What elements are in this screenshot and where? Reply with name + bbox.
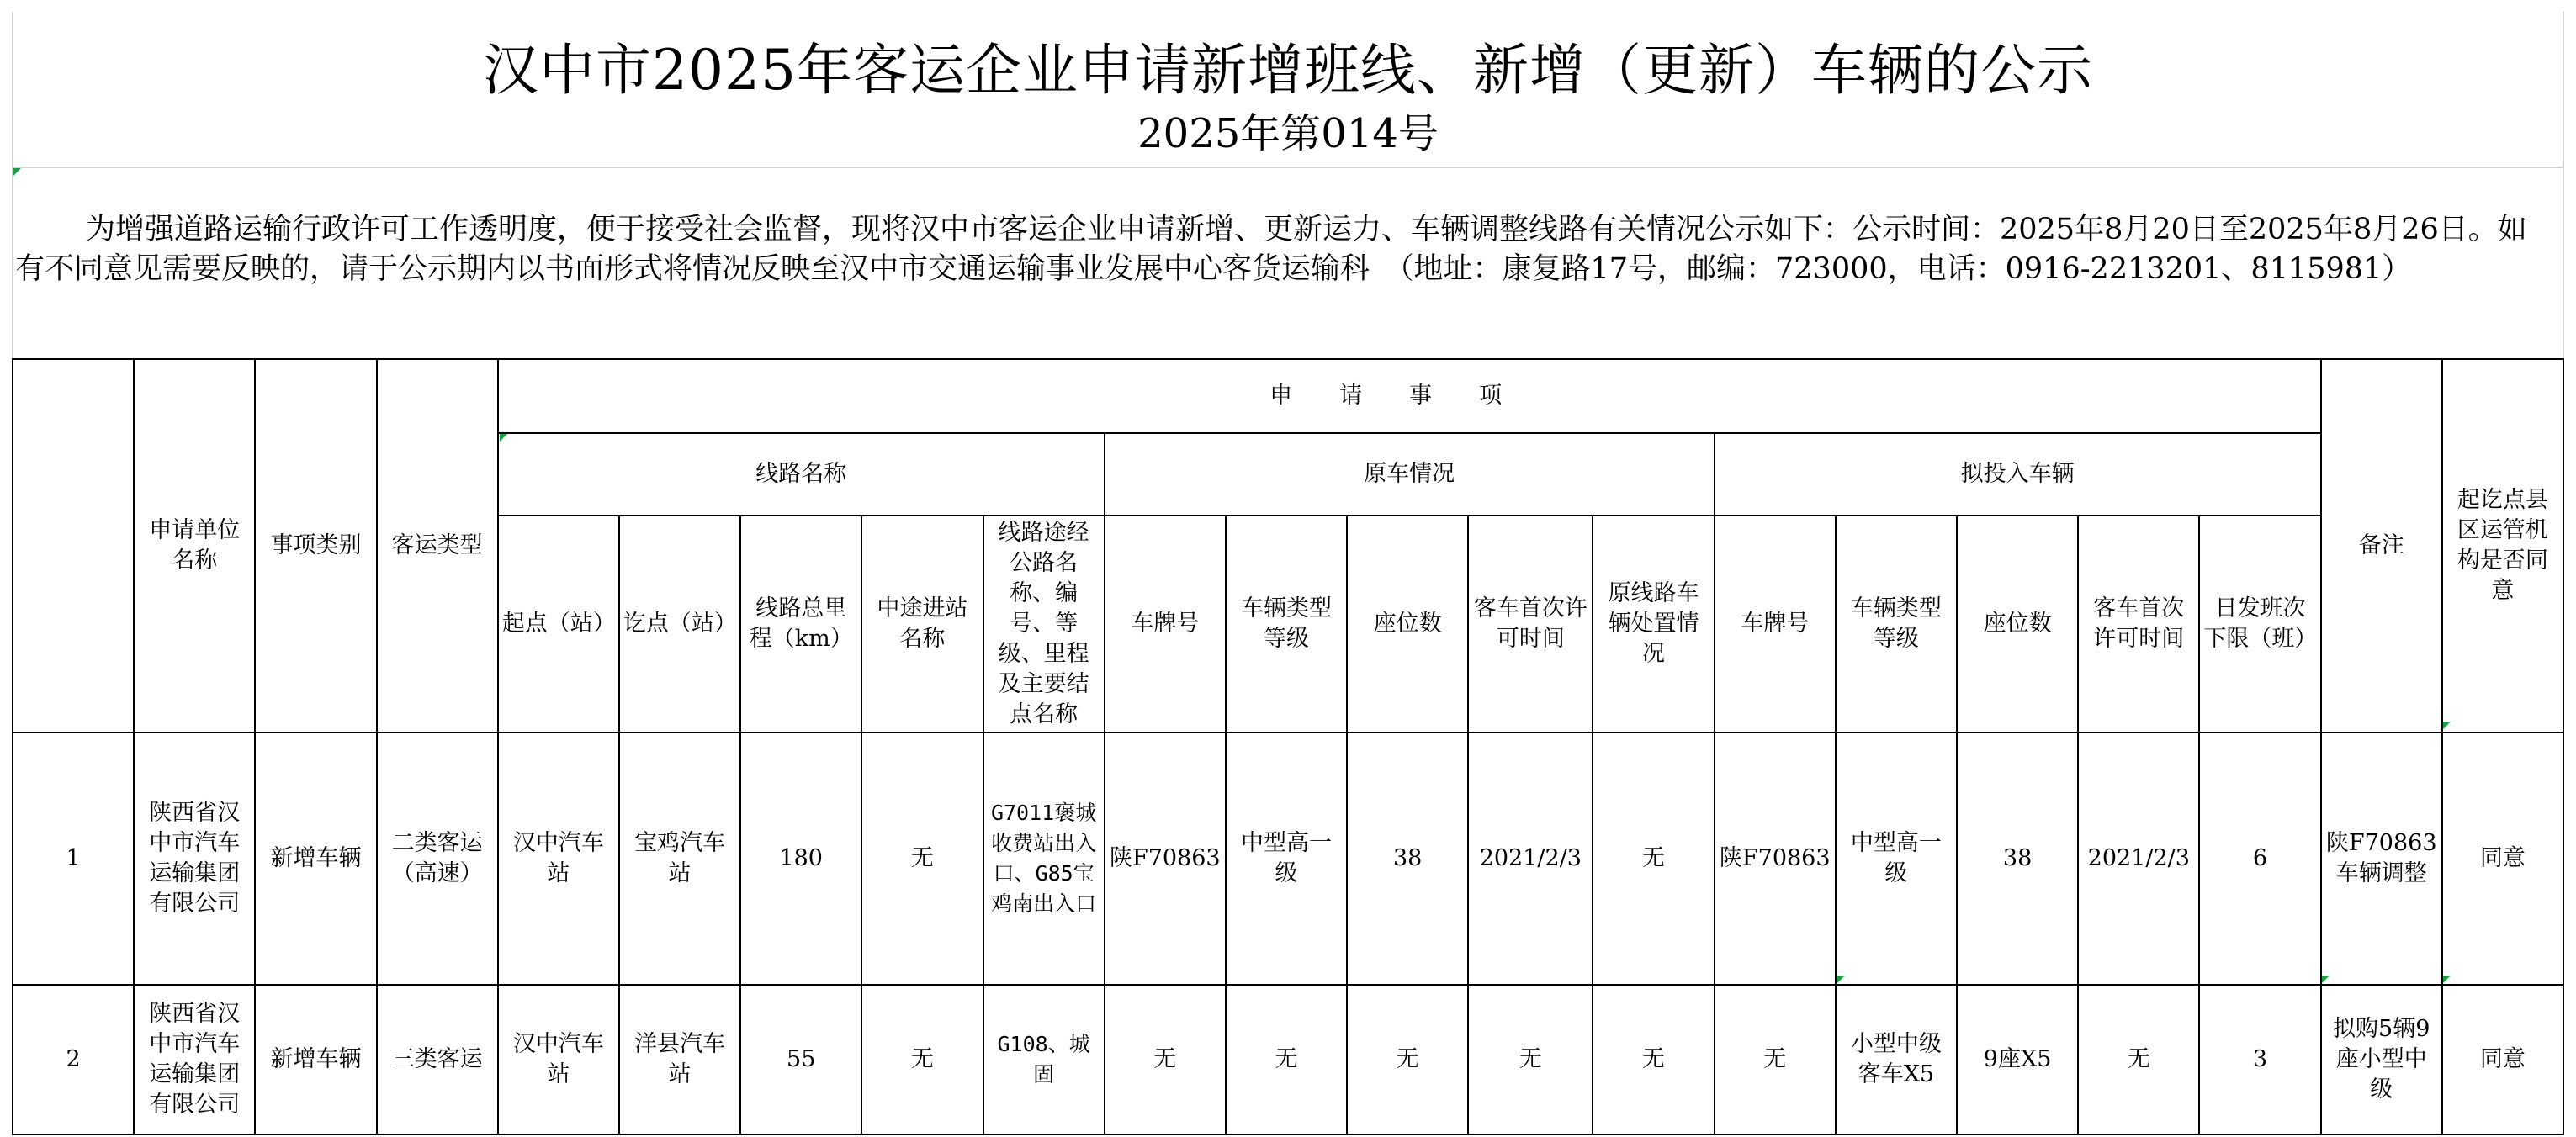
cell-origin: 汉中汽车站 xyxy=(498,732,619,985)
header-orig-plate: 车牌号 xyxy=(1105,516,1226,732)
cell-midway-stops: 无 xyxy=(861,985,983,1134)
header-origin: 起点（站） xyxy=(498,516,619,732)
cell-applicant: 陕西省汉中市汽车运输集团有限公司 xyxy=(134,732,255,985)
header-new-seats: 座位数 xyxy=(1957,516,2078,732)
cell-comment-marker xyxy=(2443,976,2451,983)
cell-item-type: 新增车辆 xyxy=(255,732,376,985)
header-row-1 xyxy=(13,359,2563,433)
cell-route-km: 55 xyxy=(740,985,861,1134)
cell-new-first-permit: 2021/2/3 xyxy=(2078,732,2199,985)
header-new-first-permit: 客车首次许可时间 xyxy=(2078,516,2199,732)
header-application-items: 申请事项 xyxy=(498,359,2321,433)
header-county-agree: 起讫点县区运管机构是否同意 xyxy=(2442,359,2563,732)
header-daily-trips: 日发班次下限（班） xyxy=(2199,516,2320,732)
cell-county-agree: 同意 xyxy=(2442,732,2563,985)
header-destination: 讫点（站） xyxy=(619,516,740,732)
header-route-km: 线路总里程（km） xyxy=(740,516,861,732)
cell-origin: 汉中汽车站 xyxy=(498,985,619,1134)
header-item-type: 事项类别 xyxy=(255,359,376,732)
header-route-detail: 线路途经公路名称、编号、等级、里程及主要结点名称 xyxy=(983,516,1105,732)
header-remarks: 备注 xyxy=(2321,359,2442,732)
cell-transport-type: 二类客运（高速） xyxy=(377,732,498,985)
table-row xyxy=(13,985,2563,1134)
cell-item-type: 新增车辆 xyxy=(255,985,376,1134)
cell-new-first-permit: 无 xyxy=(2078,985,2199,1134)
cell-comment-marker xyxy=(500,434,507,442)
header-new-vehicle: 拟投入车辆 xyxy=(1715,433,2321,516)
application-table xyxy=(12,358,2564,1135)
header-orig-seats: 座位数 xyxy=(1347,516,1468,732)
table-row xyxy=(13,732,2563,985)
cell-new-seats: 9座X5 xyxy=(1957,985,2078,1134)
cell-comment-marker xyxy=(1837,976,1845,983)
cell-comment-marker xyxy=(2322,976,2330,983)
header-orig-first-permit: 客车首次许可时间 xyxy=(1468,516,1593,732)
cell-midway-stops: 无 xyxy=(861,732,983,985)
cell-orig-vehicle-grade: 无 xyxy=(1226,985,1347,1134)
header-applicant: 申请单位名称 xyxy=(134,359,255,732)
page-title: 汉中市2025年客运企业申请新增班线、新增（更新）车辆的公示 xyxy=(483,38,2093,103)
cell-new-vehicle-grade: 小型中级客车X5 xyxy=(1836,985,1957,1134)
issue-number: 2025年第014号 xyxy=(1137,110,1439,157)
cell-new-plate: 陕F70863 xyxy=(1715,732,1836,985)
cell-route-detail: G108、城固 xyxy=(983,985,1105,1134)
cell-orig-seats: 无 xyxy=(1347,985,1468,1134)
cell-orig-seats: 38 xyxy=(1347,732,1468,985)
cell-route-km: 180 xyxy=(740,732,861,985)
cell-no: 1 xyxy=(13,732,134,985)
cell-county-agree: 同意 xyxy=(2442,985,2563,1134)
cell-new-seats: 38 xyxy=(1957,732,2078,985)
cell-route-detail: G7011褒城收费站出入口、G85宝鸡南出入口 xyxy=(983,732,1105,985)
header-orig-disposal: 原线路车辆处置情况 xyxy=(1593,516,1714,732)
cell-applicant: 陕西省汉中市汽车运输集团有限公司 xyxy=(134,985,255,1134)
cell-remarks: 拟购5辆9座小型中级 xyxy=(2321,985,2442,1134)
header-orig-vehicle-grade: 车辆类型等级 xyxy=(1226,516,1347,732)
cell-comment-marker xyxy=(13,168,21,176)
cell-new-plate: 无 xyxy=(1715,985,1836,1134)
cell-new-vehicle-grade: 中型高一级 xyxy=(1836,732,1957,985)
cell-comment-marker xyxy=(2443,722,2451,729)
cell-transport-type: 三类客运 xyxy=(377,985,498,1134)
header-route-name: 线路名称 xyxy=(498,433,1105,516)
cell-destination: 宝鸡汽车站 xyxy=(619,732,740,985)
cell-orig-plate: 陕F70863 xyxy=(1105,732,1226,985)
cell-orig-first-permit: 无 xyxy=(1468,985,1593,1134)
header-original-vehicle: 原车情况 xyxy=(1105,433,1715,516)
header-no xyxy=(13,359,134,732)
cell-orig-plate: 无 xyxy=(1105,985,1226,1134)
cell-orig-first-permit: 2021/2/3 xyxy=(1468,732,1593,985)
cell-remarks: 陕F70863车辆调整 xyxy=(2321,732,2442,985)
cell-no: 2 xyxy=(13,985,134,1134)
header-transport-type: 客运类型 xyxy=(377,359,498,732)
header-new-vehicle-grade: 车辆类型等级 xyxy=(1836,516,1957,732)
cell-orig-vehicle-grade: 中型高一级 xyxy=(1226,732,1347,985)
notice-paragraph: 为增强道路运输行政许可工作透明度，便于接受社会监督，现将汉中市客运企业申请新增、更新运力、车辆调整线路有关情况公示如下：公示时间：2025年8月20日至2025年8月26日。如有不同意见需要反映的，请于公示期内以书面形式将情况反映至汉中市交通运输事业发展中心客货运输科 （地址：康复路17号，邮编：723000，电话：0916-2213201、8115981） xyxy=(15,213,2527,286)
header-new-plate: 车牌号 xyxy=(1715,516,1836,732)
cell-orig-disposal: 无 xyxy=(1593,985,1714,1134)
cell-destination: 洋县汽车站 xyxy=(619,985,740,1134)
cell-orig-disposal: 无 xyxy=(1593,732,1714,985)
cell-daily-trips: 6 xyxy=(2199,732,2320,985)
cell-daily-trips: 3 xyxy=(2199,985,2320,1134)
divider xyxy=(12,167,2564,168)
header-midway-stops: 中途进站名称 xyxy=(861,516,983,732)
